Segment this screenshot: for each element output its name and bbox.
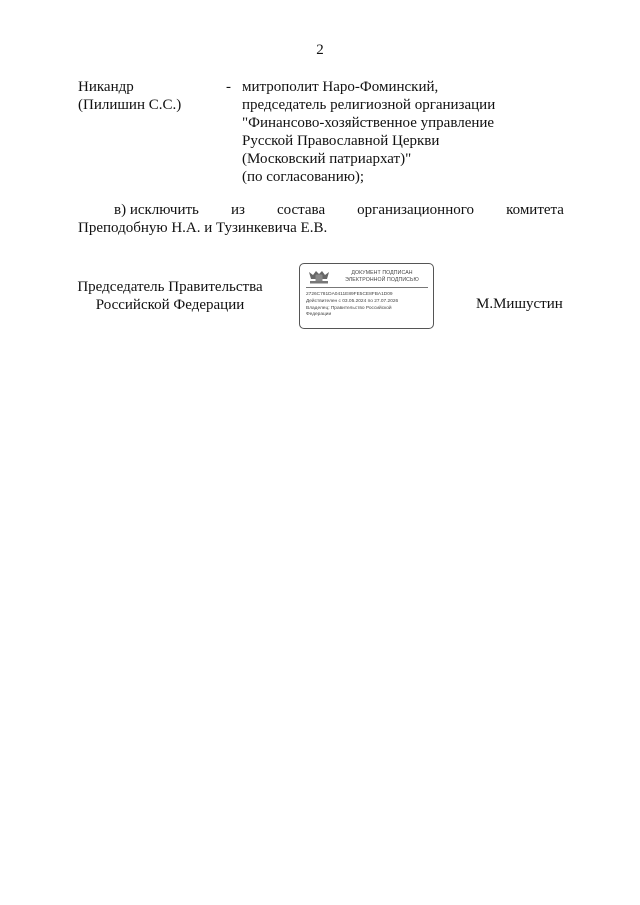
paragraph-line: Преподобную Н.А. и Тузинкевича Е.В. — [78, 220, 328, 236]
member-description-line: митрополит Наро-Фоминский, — [242, 79, 439, 95]
member-description-line: Русской Православной Церкви — [242, 133, 440, 149]
stamp-divider — [306, 287, 428, 288]
member-description-line: "Финансово-хозяйственное управление — [242, 115, 495, 131]
paragraph-word: комитета — [506, 202, 564, 218]
member-description-line: председатель религиозной организации — [242, 97, 496, 113]
member-name-line: (Пилишин С.С.) — [78, 97, 182, 113]
member-name — [78, 78, 218, 114]
signatory-position — [70, 278, 270, 314]
stamp-header — [332, 270, 432, 284]
signatory-name: М.Мишустин — [476, 296, 563, 312]
signatory-position-line: Российской Федерации — [95, 297, 245, 313]
paragraph-word: организационного — [357, 202, 475, 218]
stamp-header-line: ДОКУМЕНТ ПОДПИСАН — [351, 270, 413, 276]
stamp-owner-line: Владелец: Правительство Российской — [306, 305, 392, 311]
electronic-signature-stamp — [299, 263, 434, 329]
signatory-position-line: Председатель Правительства — [77, 279, 263, 295]
member-description-line: (по согласованию); — [242, 169, 365, 185]
paragraph-word: из — [230, 202, 245, 218]
stamp-details — [306, 292, 432, 319]
paragraph-line — [78, 201, 564, 219]
member-name-line: Никандр — [78, 79, 134, 95]
stamp-owner-line: Федерации — [306, 312, 332, 318]
paragraph-word: в) исключить — [114, 202, 199, 218]
committee-member-entry — [78, 78, 568, 188]
stamp-certificate: 2726C781DA0411E89FE5CE8FBA1D09 — [306, 292, 393, 297]
exclusion-paragraph — [78, 201, 564, 237]
stamp-validity: Действителен с 03.05.2024 по 27.07.2026 — [306, 298, 399, 304]
member-description-line: (Московский патриархат)" — [242, 151, 412, 167]
stamp-header-line: ЭЛЕКТРОННОЙ ПОДПИСЬЮ — [345, 277, 419, 283]
page-number: 2 — [316, 42, 324, 58]
member-description — [242, 78, 572, 186]
paragraph-word: состава — [276, 202, 326, 218]
member-dash: - — [226, 79, 231, 95]
state-emblem-icon — [306, 269, 332, 285]
